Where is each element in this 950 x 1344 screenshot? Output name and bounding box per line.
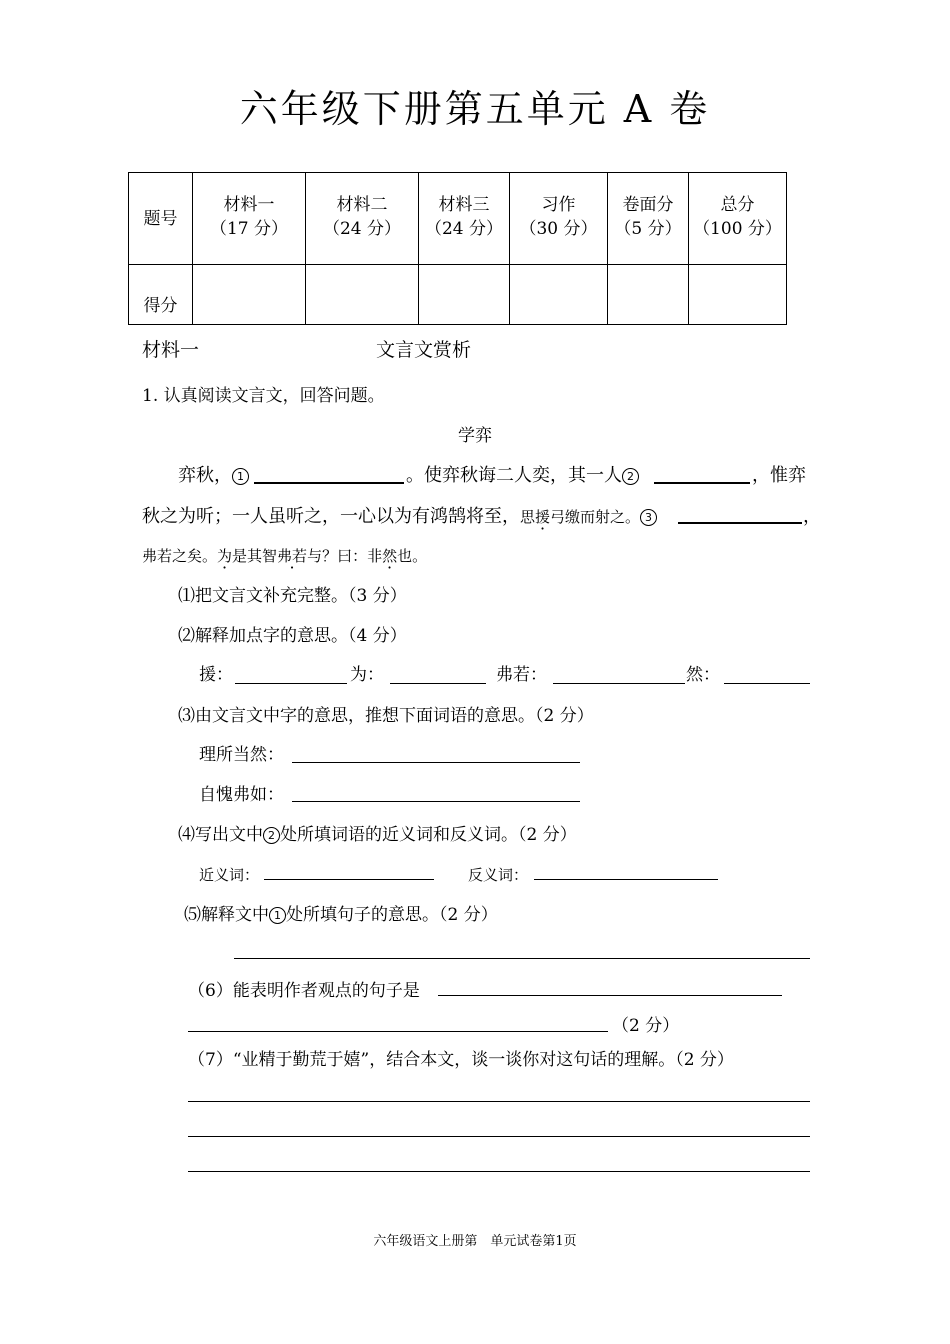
sub-question-2: ⑵解释加点字的意思。（4 分） — [178, 626, 407, 646]
circle-1-marker: 1 — [232, 468, 249, 485]
answer-line-q6-a[interactable] — [438, 995, 782, 996]
blank-3[interactable] — [678, 522, 802, 524]
passage-line-1c: ，惟弈 — [752, 465, 806, 486]
score-cell[interactable] — [306, 265, 419, 325]
sub-question-1: ⑴把文言文补充完整。（3 分） — [178, 586, 407, 606]
answer-line-q6-b[interactable] — [188, 1031, 608, 1032]
answer-line-word-2[interactable] — [390, 683, 486, 684]
score-cell[interactable] — [608, 265, 689, 325]
answer-line-word-1[interactable] — [235, 683, 347, 684]
circle-2-ref: 2 — [263, 827, 280, 844]
blank-1[interactable] — [254, 482, 404, 484]
blank-2[interactable] — [654, 482, 750, 484]
score-cell[interactable] — [419, 265, 510, 325]
sub-question-7: （7）“业精于勤荒于嬉”，结合本文，谈一谈你对这句话的理解。（2 分） — [188, 1050, 734, 1070]
answer-line-antonym[interactable] — [534, 879, 718, 880]
column-header: 材料三 （24 分） — [419, 173, 510, 265]
answer-line-term-1[interactable] — [292, 762, 580, 763]
row-label-question: 题号 — [129, 173, 193, 265]
score-cell[interactable] — [193, 265, 306, 325]
passage-line-1b: 。使弈秋诲二人奕，其一人 2 — [406, 461, 639, 487]
word-3-label: 弗若： — [496, 665, 547, 685]
passage-title: 学弈 — [458, 426, 492, 446]
question-1-instruction: 1. 认真阅读文言文，回答问题。 — [142, 386, 385, 406]
page-footer: 六年级语文上册第 单元试卷第1页 — [373, 1234, 577, 1249]
column-header: 卷面分 （5 分） — [608, 173, 689, 265]
circle-3-marker: 3 — [640, 509, 657, 526]
column-header: 总分 （100 分） — [689, 173, 787, 265]
answer-line-q7-3[interactable] — [188, 1171, 810, 1172]
column-header: 习作 （30 分） — [510, 173, 608, 265]
answer-line-term-2[interactable] — [292, 801, 580, 802]
column-header: 材料一 （17 分） — [193, 173, 306, 265]
row-label-score: 得分 — [129, 265, 193, 325]
page-title: 六年级下册第五单元 A 卷 — [239, 87, 711, 131]
word-1-label: 援： — [199, 665, 233, 685]
word-2-label: 为： — [350, 665, 384, 685]
term-2-label: 自愧弗如： — [199, 785, 284, 805]
sub-question-5: ⑸解释文中 1 处所填句子的意思。（2 分） — [184, 905, 498, 925]
sub-question-4: ⑷写出文中 2 处所填词语的近义词和反义词。（2 分） — [178, 825, 577, 845]
passage-line-2: 秋之为听；一人虽听之，一心以为有鸿鹄将至，思援弓缴而射之。 3 — [142, 502, 657, 528]
answer-line-q7-1[interactable] — [188, 1101, 810, 1102]
circle-1-ref: 1 — [269, 907, 286, 924]
passage-line-2c: ， — [803, 506, 821, 527]
score-table — [128, 172, 787, 325]
sub-question-3: ⑶由文言文中字的意思，推想下面词语的意思。（2 分） — [178, 706, 594, 726]
score-cell[interactable] — [510, 265, 608, 325]
passage-line-3: 弗若之矣。为是其智弗若与？曰：非然也。 — [142, 547, 428, 565]
sub-question-6-points: （2 分） — [612, 1016, 680, 1036]
answer-line-q5[interactable] — [234, 958, 810, 959]
score-cell[interactable] — [689, 265, 787, 325]
section-heading: 文言文赏析 — [376, 339, 472, 361]
synonym-label: 近义词： — [199, 866, 260, 884]
antonym-label: 反义词： — [468, 866, 529, 884]
answer-line-synonym[interactable] — [264, 879, 434, 880]
sub-question-6: （6）能表明作者观点的句子是 — [188, 981, 420, 1001]
term-1-label: 理所当然： — [199, 745, 284, 765]
passage-line-1: 弈秋， 1 — [178, 461, 249, 487]
answer-line-q7-2[interactable] — [188, 1136, 810, 1137]
section-label: 材料一 — [142, 339, 200, 361]
answer-line-word-4[interactable] — [724, 683, 810, 684]
circle-2-marker: 2 — [622, 468, 639, 485]
word-4-label: 然： — [686, 665, 720, 685]
column-header: 材料二 （24 分） — [306, 173, 419, 265]
answer-line-word-3[interactable] — [553, 683, 685, 684]
